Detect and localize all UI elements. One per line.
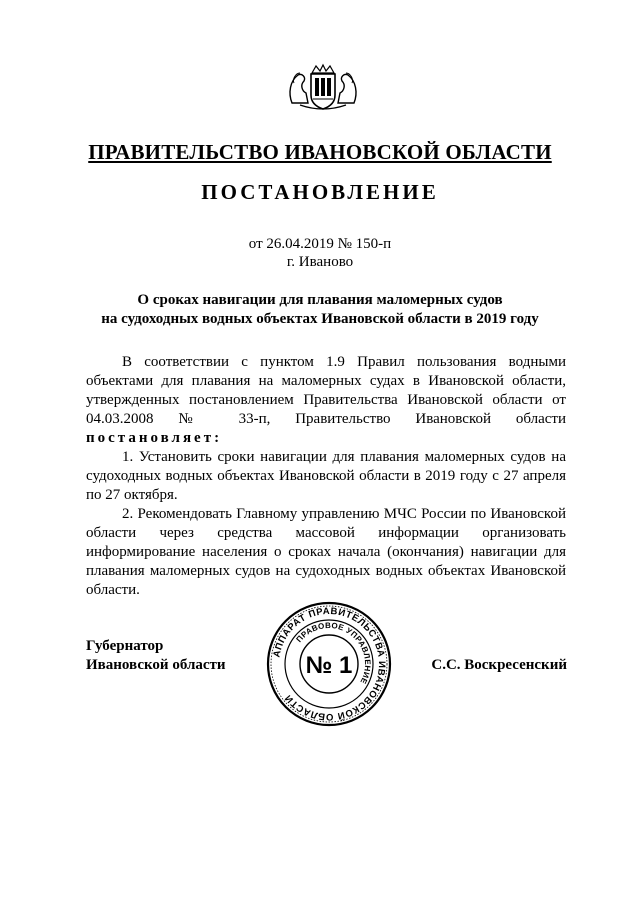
signatory-name: С.С. Воскресенский [431,657,567,673]
document-type: ПОСТАНОВЛЕНИЕ [201,180,439,204]
item-2-paragraph: 2. Рекомендовать Главному управлению МЧС России по Ивановской области через средства массовой информации организовать информирование населения о сроках начала (окончания) навигации для плавания маломерных судов на судоходных водных объектах Ивановской области. [86,506,566,598]
official-stamp [265,600,393,728]
position-line-1: Губернатор [86,638,164,654]
document-date-number: от 26.04.2019 № 150-п [248,236,392,252]
item-1-paragraph: 1. Установить сроки навигации для плавания маломерных судов на судоходных водных объектах Ивановской области в 2019 году с 27 апреля по 27 октября. [86,449,566,503]
stamp-number: № 1 [305,652,353,679]
stamp-ring-text: АППАРАТ ПРАВИТЕЛЬСТВА ИВАНОВСКОЙ ОБЛАСТИ [271,605,388,723]
document-body [86,353,566,600]
coat-of-arms-emblem [284,63,362,111]
document-title-line-2: на судоходных водных объектах Ивановской области в 2019 году [101,311,539,327]
resolves-keyword: постановляет: [86,430,223,446]
document-city: г. Иваново [286,254,354,270]
intro-paragraph: В соответствии с пунктом 1.9 Правил пользования водными объектами для плавания на маломерных судах в Ивановской области, утвержденных постановлением Правительства Ивановской области от 04.03.2008 № 33-п, Правительство Ивановской области [86,354,566,427]
position-line-2: Ивановской области [86,657,226,673]
organization-name: ПРАВИТЕЛЬСТВО ИВАНОВСКОЙ ОБЛАСТИ [88,140,552,164]
signatory-position [86,637,226,675]
stamp-inner-text: ПРАВОВОЕ УПРАВЛЕНИЕ [294,620,373,686]
document-title-line-1: О сроках навигации для плавания маломерных судов [137,292,503,308]
